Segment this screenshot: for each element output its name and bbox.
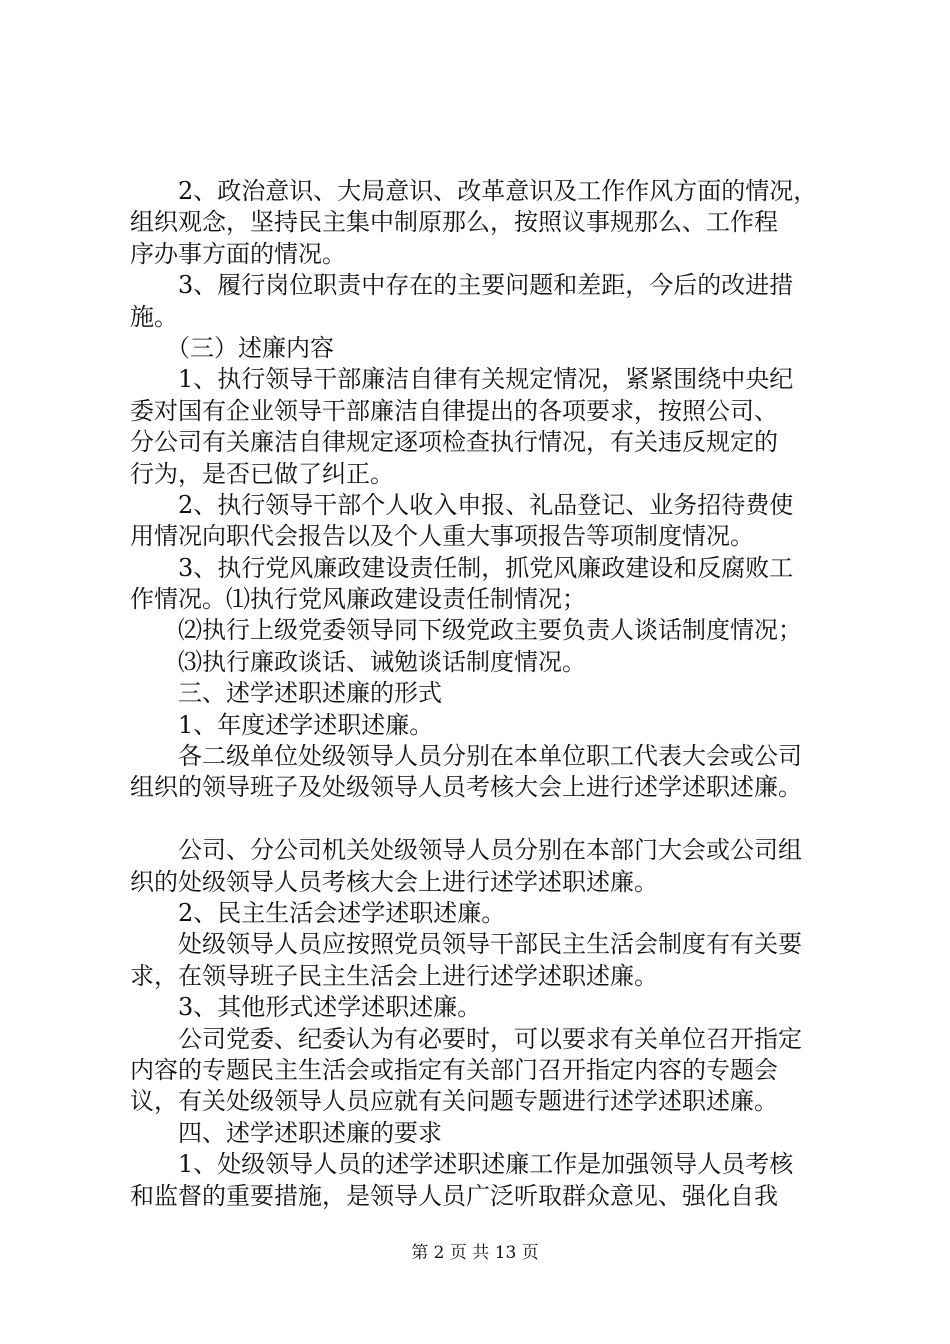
text-line: 和监督的重要措施，是领导人员广泛听取群众意见、强化自我 [130,1181,778,1210]
text-line: 处级领导人员应按照党员领导干部民主生活会制度有有关要 [130,930,802,959]
text-line: 1、处级领导人员的述学述职述廉工作是加强领导人员考核 [130,1150,794,1179]
text-line: 3、其他形式述学述职述廉。 [130,993,482,1022]
text-line: 序办事方面的情况。 [130,239,346,268]
text-line: 行为，是否已做了纠正。 [130,459,394,488]
text-line: 1、执行领导干部廉洁自律有关规定情况，紧紧围绕中央纪 [130,365,794,394]
text-line: 施。 [130,302,178,331]
text-line: ⑵执行上级党委领导同下级党政主要负责人谈话制度情况； [130,616,802,645]
text-line: 公司、分公司机关处级领导人员分别在本部门大会或公司组 [130,836,802,865]
text-line: 内容的专题民主生活会或指定有关部门召开指定内容的专题会 [130,1055,778,1084]
text-line: 组织观念，坚持民主集中制原那么，按照议事规那么、工作程 [130,208,778,237]
text-line: 2、政治意识、大局意识、改革意识及工作作风方面的情况， [130,177,818,205]
text-line: 3、履行岗位职责中存在的主要问题和差距，今后的改进措 [130,271,794,300]
text-line: 织的处级领导人员考核大会上进行述学述职述廉。 [130,867,658,896]
text-line: 用情况向职代会报告以及个人重大事项报告等项制度情况。 [130,522,754,551]
text-line: 议，有关处级领导人员应就有关问题专题进行述学述职述廉。 [130,1087,778,1116]
text-line: 三、述学述职述廉的形式 [130,679,442,708]
text-line: ⑶执行廉政谈话、诫勉谈话制度情况。 [130,647,586,676]
page-footer: 第 2 页 共 13 页 [411,1243,539,1263]
text-line: 2、民主生活会述学述职述廉。 [130,898,506,927]
text-line: （三）述廉内容 [130,333,334,362]
text-line: 各二级单位处级领导人员分别在本单位职工代表大会或公司 [130,742,802,771]
blank-line [130,804,840,835]
document-body [130,176,840,1212]
text-line: 求，在领导班子民主生活会上进行述学述职述廉。 [130,961,658,990]
text-line: 分公司有关廉洁自律规定逐项检查执行情况，有关违反规定的 [130,428,778,457]
text-line: 公司党委、纪委认为有必要时，可以要求有关单位召开指定 [130,1024,802,1053]
text-line: 组织的领导班子及处级领导人员考核大会上进行述学述职述廉。 [130,773,802,802]
text-line: 作情况。⑴执行党风廉政建设责任制情况； [130,585,586,614]
text-line: 1、年度述学述职述廉。 [130,710,434,739]
text-line: 四、述学述职述廉的要求 [130,1118,442,1147]
text-line: 2、执行领导干部个人收入申报、礼品登记、业务招待费使 [130,490,794,519]
text-line: 3、执行党风廉政建设责任制，抓党风廉政建设和反腐败工 [130,553,794,582]
text-line: 委对国有企业领导干部廉洁自律提出的各项要求，按照公司、 [130,396,778,425]
